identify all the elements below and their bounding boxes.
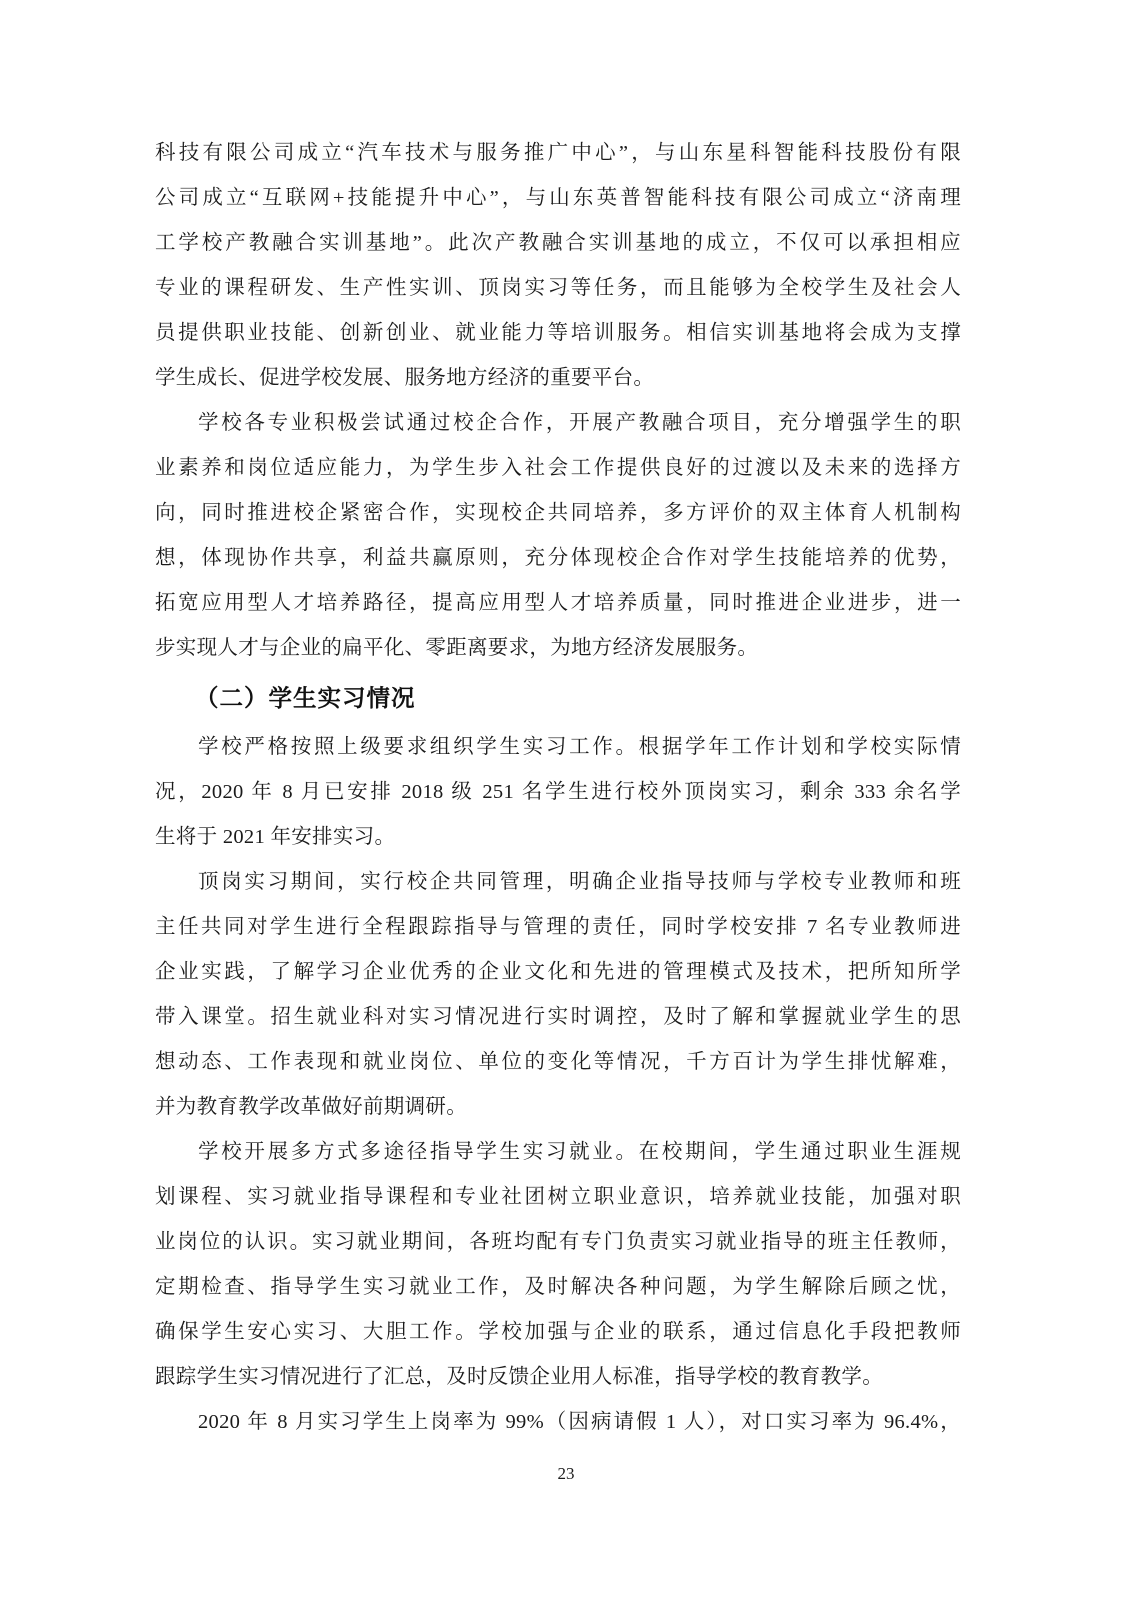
paragraph [155,860,961,1130]
text-line: 想动态、工作表现和就业岗位、单位的变化等情况，千方百计为学生排忧解难， [155,1051,961,1073]
text-line: 业岗位的认识。实习就业期间，各班均配有专门负责实习就业指导的班主任教师， [155,1231,961,1253]
text-line: 并为教育教学改革做好前期调研。 [155,1096,467,1118]
text-line: 跟踪学生实习情况进行了汇总，及时反馈企业用人标准，指导学校的教育教学。 [155,1366,883,1388]
text-line: 专业的课程研发、生产性实训、顶岗实习等任务，而且能够为全校学生及社会人 [155,277,961,299]
text-line: 顶岗实习期间，实行校企共同管理，明确企业指导技师与学校专业教师和班 [198,871,961,893]
paragraph [155,1400,961,1445]
text-line: 工学校产教融合实训基地”。此次产教融合实训基地的成立，不仅可以承担相应 [155,232,961,254]
text-line: 学校开展多方式多途径指导学生实习就业。在校期间，学生通过职业生涯规 [198,1141,961,1163]
text-line: 想，体现协作共享，利益共赢原则，充分体现校企合作对学生技能培养的优势， [155,547,961,569]
text-line: 划课程、实习就业指导课程和专业社团树立职业意识，培养就业技能，加强对职 [155,1186,961,1208]
document-body [155,131,961,1445]
text-line: 学生成长、促进学校发展、服务地方经济的重要平台。 [155,367,655,389]
text-line: 况，2020 年 8 月已安排 2018 级 251 名学生进行校外顶岗实习，剩余 333 余名学 [155,781,961,803]
text-line: 学校严格按照上级要求组织学生实习工作。根据学年工作计划和学校实际情 [198,736,961,758]
text-line: 员提供职业技能、创新创业、就业能力等培训服务。相信实训基地将会成为支撑 [155,322,961,344]
text-line: 向，同时推进校企紧密合作，实现校企共同培养，多方评价的双主体育人机制构 [155,502,961,524]
text-line: 业素养和岗位适应能力，为学生步入社会工作提供良好的过渡以及未来的选择方 [155,457,961,479]
text-line: 带入课堂。招生就业科对实习情况进行实时调控，及时了解和掌握就业学生的思 [155,1006,961,1028]
text-line: 2020 年 8 月实习学生上岗率为 99%（因病请假 1 人），对口实习率为 96.4%， [198,1411,961,1433]
text-line: 科技有限公司成立“汽车技术与服务推广中心”，与山东星科智能科技股份有限 [155,142,961,164]
text-line: 公司成立“互联网+技能提升中心”，与山东英普智能科技有限公司成立“济南理 [155,187,961,209]
text-line: 生将于 2021 年安排实习。 [155,826,396,848]
paragraph [155,725,961,860]
paragraph [155,401,961,671]
text-line: 步实现人才与企业的扁平化、零距离要求，为地方经济发展服务。 [155,637,759,659]
text-line: 确保学生安心实习、大胆工作。学校加强与企业的联系，通过信息化手段把教师 [155,1321,961,1343]
section-heading: （二）学生实习情况 [195,685,416,711]
page-number: 23 [557,1464,575,1483]
paragraph [155,1130,961,1400]
text-line: 企业实践，了解学习企业优秀的企业文化和先进的管理模式及技术，把所知所学 [155,961,961,983]
text-line: 定期检查、指导学生实习就业工作，及时解决各种问题，为学生解除后顾之忧， [155,1276,961,1298]
text-line: 拓宽应用型人才培养路径，提高应用型人才培养质量，同时推进企业进步，进一 [155,592,961,614]
text-line: 主任共同对学生进行全程跟踪指导与管理的责任，同时学校安排 7 名专业教师进 [155,916,961,938]
text-line: 学校各专业积极尝试通过校企合作，开展产教融合项目，充分增强学生的职 [198,412,961,434]
paragraph [155,131,961,401]
